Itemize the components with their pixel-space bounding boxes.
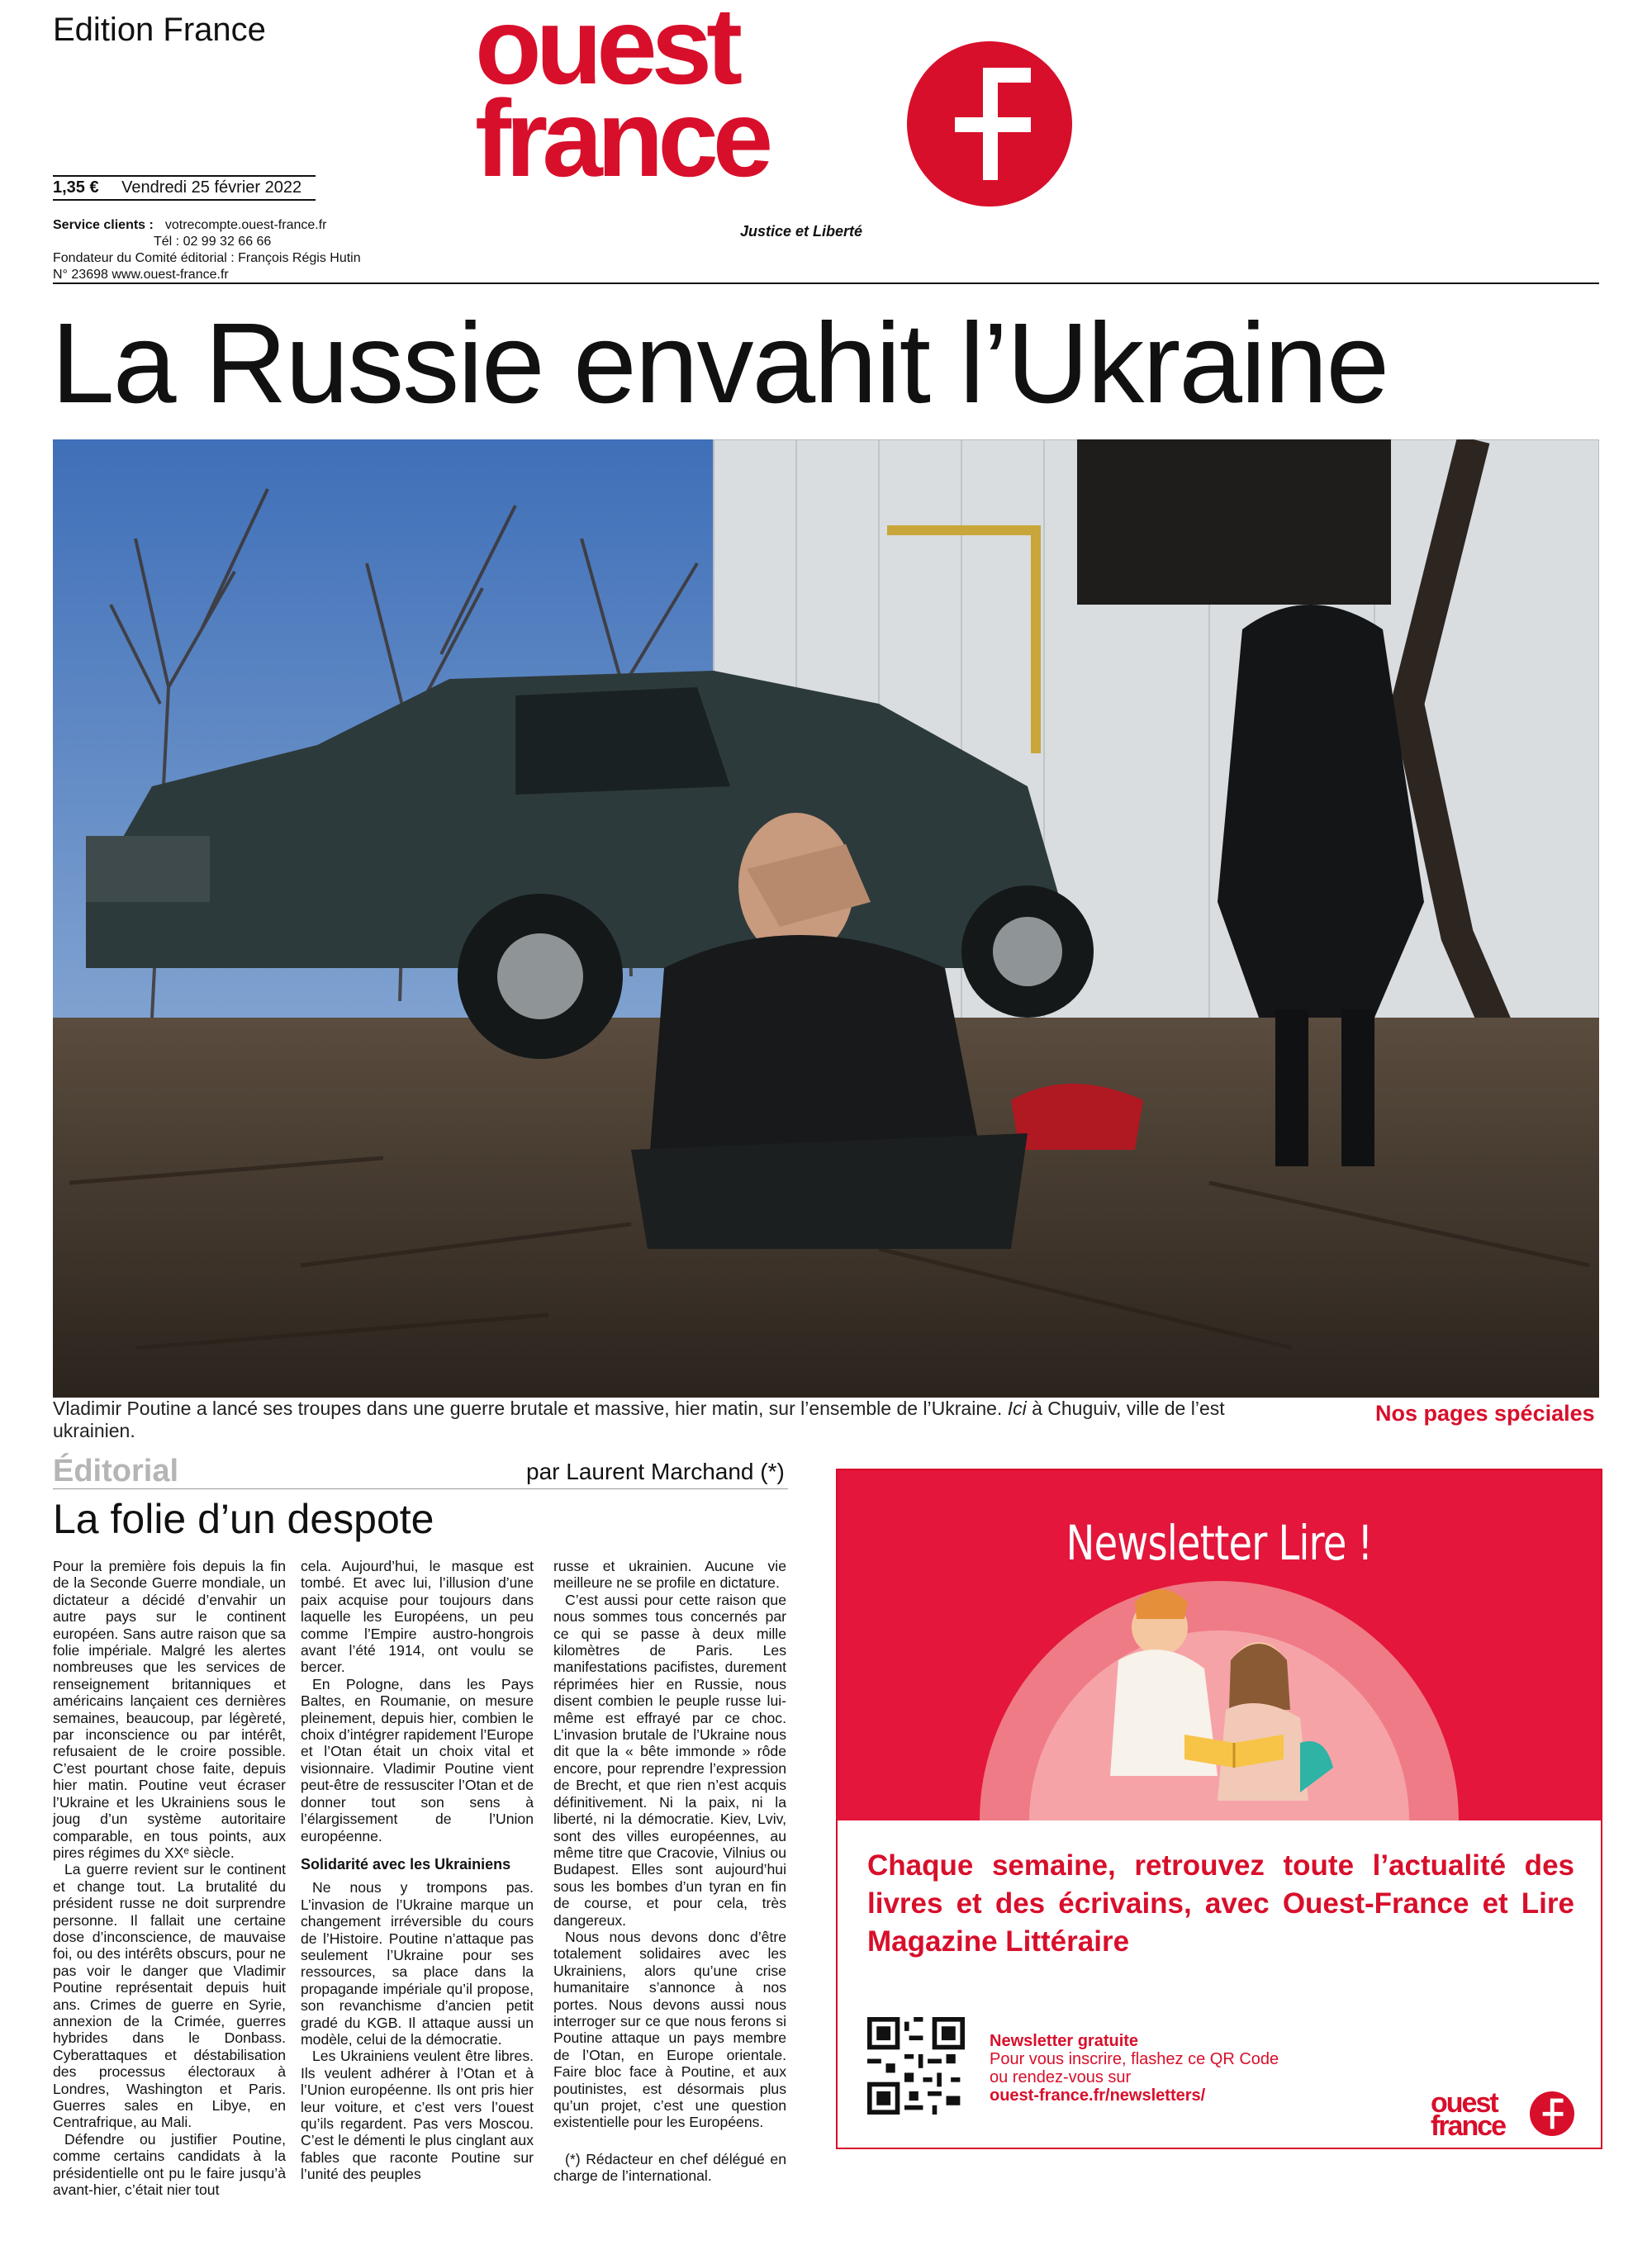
issue-date: Vendredi 25 février 2022 — [121, 178, 302, 197]
newsletter-ouest-france-logo — [1431, 2087, 1506, 2142]
paragraph: Les Ukrainiens veulent être libres. Ils veulent adhérer à l’Otan et à l’Union européenne. Ils ont pris hier leur voiture, et c’est vers l’ouest qu’ils regardent. Pas vers Moscou. C’est le démenti le plus cinglant aux fables que raconte Poutine sur l’unité des peuples — [301, 2048, 534, 2183]
price-date-row — [53, 175, 316, 201]
caption-rest: à Chuguiv, ville de l’est ukrainien. — [53, 1398, 1225, 1441]
paragraph: Nous nous devons donc d’être totalement solidaires avec les Ukrainiens, alors qu’une crise humanitaire s’annonce à nos portes. Nous devons aussi nous interroger sur ce que nous ferons si Poutine attaque un pays membre de l’Otan, en Europe orientale. Faire bloc face à Poutine, et aux poutinistes, est désormais plus qu’un projet, c’est une question existentielle pour les Européens. — [553, 1928, 786, 2131]
service-tel: Tél : 02 99 32 66 66 — [154, 235, 272, 249]
editorial-subhead: Solidarité avec les Ukrainiens — [301, 1855, 511, 1873]
editorial-rule — [53, 1488, 788, 1489]
editorial-column-3 — [553, 1558, 786, 2185]
editorial-column-2 — [301, 1558, 534, 2183]
caption-ici: Ici — [1007, 1398, 1027, 1419]
logo-word-france: france — [475, 78, 768, 199]
newsletter-ad[interactable] — [836, 1469, 1602, 2149]
newsletter-free: Newsletter gratuite — [990, 2032, 1139, 2050]
newsletter-url[interactable]: ouest-france.fr/newsletters/ — [990, 2086, 1206, 2105]
editorial-title: La folie d’un despote — [53, 1496, 434, 1542]
photo-caption — [53, 1398, 1292, 1442]
price: 1,35 € — [53, 178, 99, 197]
special-pages-link[interactable]: Nos pages spéciales — [1375, 1401, 1595, 1426]
masthead-divider — [53, 282, 1599, 284]
caption-main: Vladimir Poutine a lancé ses troupes dans une guerre brutale et massive, hier matin, sur l’ensemble de l’Ukraine. — [53, 1398, 1003, 1419]
newsletter-instructions — [990, 2032, 1279, 2105]
newsletter-pitch: Chaque semaine, retrouvez toute l’actualité des livres et des écrivains, avec Ouest-France et Lire Magazine Littéraire — [867, 1849, 1574, 1958]
motto: Justice et Liberté — [740, 223, 863, 240]
small-roundel-icon — [1530, 2091, 1574, 2136]
issue-number: N° 23698 www.ouest-france.fr — [53, 268, 229, 282]
page-headline: La Russie envahit l’Ukraine — [51, 300, 1389, 427]
service-info — [53, 217, 367, 283]
ouest-france-logo[interactable] — [475, 0, 768, 199]
service-web[interactable]: votrecompte.ouest-france.fr — [164, 218, 327, 232]
logo-word-ouest: ouest — [475, 0, 738, 107]
editorial-footnote: (*) Rédacteur en chef délégué en charge de l’international. — [553, 2150, 786, 2185]
paragraph: cela. Aujourd’hui, le masque est tombé. Et avec lui, l’illusion d’une paix acquise pour toujours dans laquelle les Européens, un peu comme l’Empire austro-hongrois avant l’été 1914, ont voulu se bercer. — [301, 1558, 534, 1676]
founder-line: Fondateur du Comité éditorial : François Régis Hutin — [53, 251, 361, 265]
newsletter-title: Newsletter Lire ! — [1066, 1515, 1373, 1571]
editorial-author: par Laurent Marchand (*) — [526, 1459, 785, 1484]
paragraph: Ne nous y trompons pas. L’invasion de l’Ukraine marque un changement irréversible du cours de l’Histoire. Poutine n’attaque pas seulement l’Ukraine pour ses ressources, sa place dans la propagande impériale qu’il propose, son revanchisme d’ancien petit gradé du KGB. Il attaque aussi un modèle, celui de la démocratie. — [301, 1879, 534, 2048]
paragraph: En Pologne, dans les Pays Baltes, en Roumanie, on mesure pleinement, depuis hier, combien le choix d’intégrer rapidement l’Europe et l’Otan était un choix vital et visionnaire. Vladimir Poutine vient peut-être de ressusciter l’Otan et de donner tout son sens à l’élargissement de l’Union européenne. — [301, 1675, 534, 1844]
newsletter-line1: Pour vous inscrire, flashez ce QR Code — [990, 2050, 1279, 2068]
editorial-label: Éditorial — [53, 1454, 179, 1488]
newsletter-line2: ou rendez-vous sur — [990, 2068, 1132, 2086]
logo-small-france: france — [1431, 2110, 1506, 2142]
edition-label: Edition France — [53, 12, 266, 48]
paragraph: russe et ukrainien. Aucune vie meilleure ne se profile en dictature. — [553, 1558, 786, 1592]
paragraph: Défendre ou justifier Poutine, comme certains candidats à la présidentielle ont pu le faire jusqu’à avant-hier, c’était nier tout — [53, 2130, 286, 2199]
ouest-france-roundel-icon — [907, 41, 1072, 206]
reading-couple-illustration — [838, 1470, 1601, 1820]
paragraph: La guerre revient sur le continent et change tout. La brutalité du président russe ne doit surprendre personne. Il fallait une certaine dose d’inconscience, de mauvaise foi, ou des intérêts obscurs, pour ne pas voir le danger que Vladimir Poutine représentait depuis huit ans. Crimes de guerre en Syrie, annexion de la Crimée, guerres hybrides dans le Donbass. Cyberattaques et déstabilisation des processus électoraux à Londres, Washington et Paris. Guerres sales en Libye, en Centrafrique, au Mali. — [53, 1861, 286, 2131]
service-label: Service clients : — [53, 218, 154, 232]
paragraph: Pour la première fois depuis la fin de la Seconde Guerre mondiale, un dictateur a décidé d’envahir un autre pays sur le continent européen. Sans autre raison que sa folie impériale. Malgré les alertes nombreuses que les services de renseignement britanniques et américains lançaient ces dernières semaines, beaucoup, par légèreté, par inconscience ou par intérêt, refusaient de le croire possible. C’est pourtant chose faite, depuis hier matin. Poutine veut écraser l’Ukraine et les Ukrainiens sous le joug d’un système autoritaire comparable, en tous points, aux pires régimes du XXᵉ siècle. — [53, 1558, 286, 1861]
war-scene-photo — [53, 439, 1599, 1398]
editorial-column-1 — [53, 1558, 286, 2198]
newsletter-banner — [838, 1470, 1601, 1820]
logo-small-ouest: ouest — [1431, 2087, 1498, 2119]
paragraph: C’est aussi pour cette raison que nous sommes tous concernés par ce qui se passe à deux mille kilomètres de Paris. Les manifestations pacifistes, durement réprimées hier en Russie, nous disent combien le peuple russe lui-même est effrayé par ce choc. L’invasion brutale de l’Ukraine nous dit que la « bête immonde » rôde encore, pour reprendre l’expression de Brecht, et que rien n’est acquis définitivement. Ni la paix, ni la liberté, ni la démocratie. Kiev, Lviv, sont des villes européennes, au même titre que Cracovie, Vilnius ou Budapest. Elles sont aujourd’hui sous les bombes d’un tyran en fin de course, et pour cela, très dangereux. — [553, 1591, 786, 1929]
qr-code-icon[interactable] — [867, 2017, 965, 2115]
